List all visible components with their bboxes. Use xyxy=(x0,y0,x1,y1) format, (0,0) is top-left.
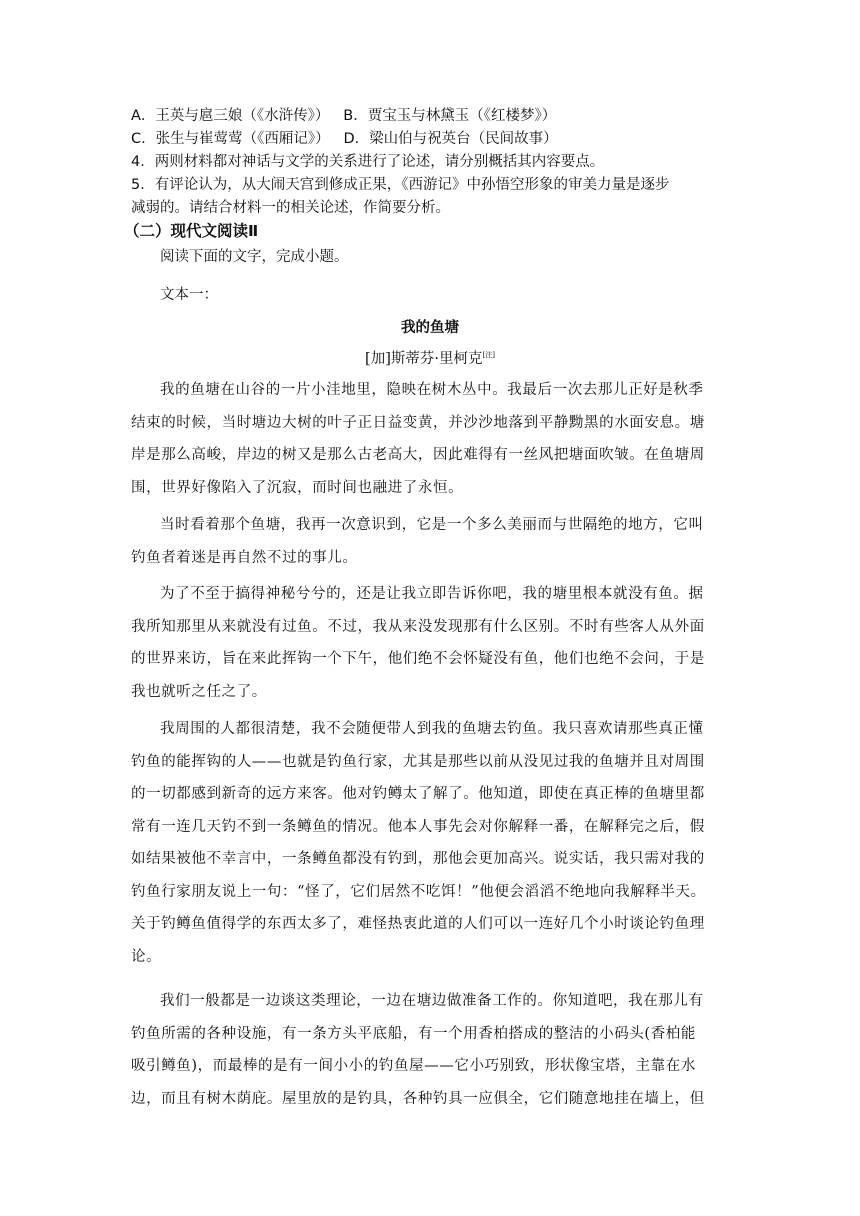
answer-options-cd xyxy=(131,127,558,151)
paragraph-line: 吸引鳟鱼)，而最棒的是有一间小小的钓鱼屋——它小巧别致，形状像宝塔，主靠在水 xyxy=(131,1058,696,1074)
paragraph-line: 的一切都感到新奇的远方来客。他对钓鳟太了解了。他知道，即使在真正棒的鱼塘里都 xyxy=(131,786,705,802)
paragraph-line: 的世界来访，旨在来此挥钩一个下午，他们绝不会怀疑没有鱼，他们也绝不会问，于是 xyxy=(131,651,705,667)
paragraph-line: 钓鱼所需的各种设施，有一条方头平底船，有一个用香柏搭成的整洁的小码头(香柏能 xyxy=(131,1025,696,1042)
paragraph-line: 岸是那么高峻，岸边的树又是那么古老高大，因此难得有一丝风把塘面吹皱。在鱼塘周 xyxy=(131,447,705,463)
paragraph-4 xyxy=(131,713,731,973)
option-c: C．张生与崔莺莺（《西厢记》） xyxy=(131,131,330,147)
question-5-line-2: 减弱的。请结合材料一的相关论述，作简要分析。 xyxy=(131,200,450,216)
paragraph-line: 我们一般都是一边谈这类理论，一边在塘边做准备工作的。你知道吧，我在那儿有 xyxy=(160,993,704,1009)
paragraph-5 xyxy=(131,985,731,1115)
section-heading: （二）现代文阅读Ⅱ xyxy=(124,222,259,240)
paragraph-line: 围，世界好像陷入了沉寂，而时间也融进了永恒。 xyxy=(131,479,464,496)
paragraph-line: 结束的时候，当时塘边大树的叶子正日益变黄，并沙沙地落到平静黝黑的水面安息。塘 xyxy=(131,414,705,431)
paragraph-1 xyxy=(131,374,731,504)
paragraph-2 xyxy=(131,509,731,574)
article-author xyxy=(0,347,860,368)
paragraph-line: 论。 xyxy=(131,948,162,965)
article-title: 我的鱼塘 xyxy=(401,319,459,336)
paragraph-line: 关于钓鳟鱼值得学的东西太多了，难怪热衷此道的人们可以一连好几个小时谈论钓鱼理 xyxy=(131,916,705,932)
option-a: A．王英与扈三娘（《水浒传》） xyxy=(131,108,330,124)
option-d: D．梁山伯与祝英台（民间故事） xyxy=(343,131,558,147)
paragraph-line: 钓鱼行家朋友说上一句：“怪了，它们居然不吃饵！”他便会滔滔不绝地向我解释半天。 xyxy=(131,883,706,900)
paragraph-line: 钓鱼者着迷是再自然不过的事儿。 xyxy=(131,549,358,566)
option-b: B．贾宝玉与林黛玉（《红楼梦》） xyxy=(343,108,557,124)
paragraph-line: 如结果被他不幸言中，一条鳟鱼都没有钓到，那他会更加高兴。说实话，我只需对我的 xyxy=(131,851,705,867)
paragraph-line: 边，而且有树木荫庇。屋里放的是钓具，各种钓具一应俱全，它们随意地挂在墙上，但 xyxy=(131,1090,705,1107)
paragraph-line: 常有一连几天钓不到一条鳟鱼的情况。他本人事先会对你解释一番，在解释完之后，假 xyxy=(131,818,705,835)
paragraph-line: 我的鱼塘在山谷的一片小洼地里，隐映在树木丛中。我最后一次去那儿正好是秋季 xyxy=(160,382,704,398)
paragraph-3 xyxy=(131,578,731,708)
paragraph-line: 我所知那里从来就没有过鱼。不过，我从来没发现那有什么区别。不时有些客人从外面 xyxy=(131,618,705,635)
paragraph-line: 为了不至于搞得神秘兮兮的，还是让我立即告诉你吧，我的塘里根本就没有鱼。据 xyxy=(160,586,704,602)
reading-instruction: 阅读下面的文字，完成小题。 xyxy=(160,249,349,265)
question-5-line-1: 5．有评论认为，从大闹天宫到修成正果，《西游记》中孙悟空形象的审美力量是逐步 xyxy=(131,177,670,193)
answer-options-ab xyxy=(131,104,556,128)
paragraph-line: 当时看着那个鱼塘，我再一次意识到，它是一个多么美丽而与世隔绝的地方，它叫 xyxy=(160,517,704,533)
author-note-marker: [注] xyxy=(482,351,495,359)
text-label: 文本一： xyxy=(160,287,218,303)
paragraph-line: 我周围的人都很清楚，我不会随便带人到我的鱼塘去钓鱼。我只喜欢请那些真正懂 xyxy=(160,721,704,737)
paragraph-line: 我也就听之任之了。 xyxy=(131,683,267,700)
paragraph-line: 钓鱼的能挥钩的人——也就是钓鱼行家，尤其是那些以前从没见过我的鱼塘并且对周围 xyxy=(131,753,705,770)
author-name: [加]斯蒂芬·里柯克 xyxy=(365,351,483,367)
question-4: 4．两则材料都对神话与文学的关系进行了论述，请分别概括其内容要点。 xyxy=(131,154,605,170)
